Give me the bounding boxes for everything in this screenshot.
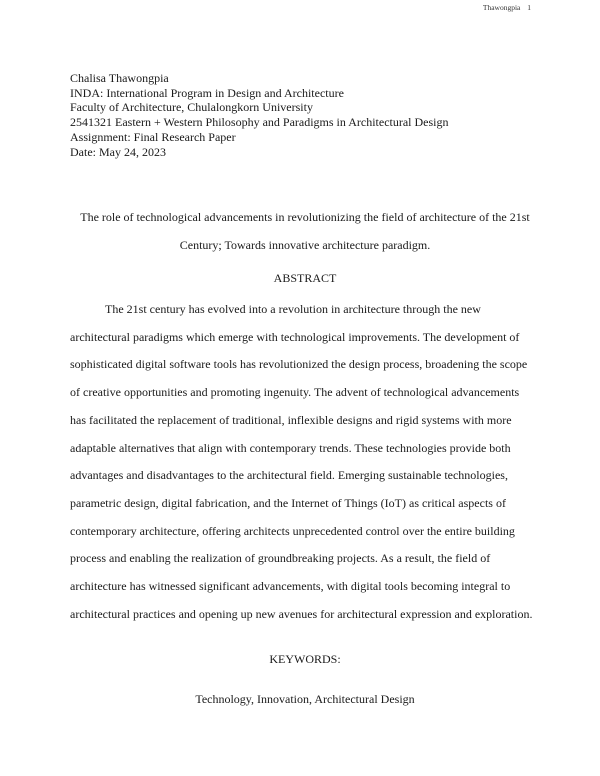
abstract-line: architecture has witnessed significant advancements, with digital tools becoming integral to — [70, 579, 511, 594]
faculty-name: Faculty of Architecture, Chulalongkorn University — [70, 100, 313, 115]
abstract-line: The 21st century has evolved into a revolution in architecture through the new — [105, 302, 481, 316]
title-line-2: Century; Towards innovative architecture paradigm. — [179, 238, 431, 252]
abstract-line: process and enabling the realization of groundbreaking projects. As a result, the field of — [70, 551, 491, 566]
course-name: 2541321 Eastern + Western Philosophy and Paradigms in Architectural Design — [70, 115, 449, 130]
keywords-list: Technology, Innovation, Architectural Design — [195, 692, 415, 706]
abstract-line: of creative opportunities and promoting ingenuity. The advent of technological advancements — [70, 385, 520, 400]
abstract-body — [70, 296, 540, 628]
paper-title — [60, 203, 550, 259]
abstract-line: adaptable alternatives that align with contemporary trends. These technologies provide both — [70, 440, 511, 455]
date: Date: May 24, 2023 — [70, 144, 166, 159]
abstract-line: has facilitated the replacement of traditional, inflexible designs and rigid systems with more — [70, 412, 512, 427]
page-number: 1 — [527, 3, 531, 12]
running-head-name: Thawongpia — [482, 3, 521, 12]
abstract-line: architectural practices and opening up new avenues for architectural expression and exploration. — [70, 606, 533, 621]
author-heading-block — [70, 71, 449, 159]
abstract-line: architectural paradigms which emerge with technological improvements. The development of — [70, 329, 520, 344]
abstract-line: advantages and disadvantages to the architectural field. Emerging sustainable technologies, — [70, 468, 508, 483]
assignment-name: Assignment: Final Research Paper — [70, 129, 236, 144]
abstract-line: parametric design, digital fabrication, and the Internet of Things (IoT) as critical aspects of — [70, 495, 506, 510]
title-line-1: The role of technological advancements in revolutionizing the field of architecture of the 21st — [80, 210, 530, 224]
abstract-line: sophisticated digital software tools has revolutionized the design process, broadening the scope — [70, 357, 528, 372]
running-header — [483, 3, 531, 12]
program-name: INDA: International Program in Design and Architecture — [70, 85, 344, 100]
author-name: Chalisa Thawongpia — [70, 71, 169, 85]
abstract-line: contemporary architecture, offering architects unprecedented control over the entire building — [70, 523, 515, 538]
keywords-heading: KEYWORDS: — [269, 652, 341, 666]
abstract-heading: ABSTRACT — [273, 271, 337, 285]
